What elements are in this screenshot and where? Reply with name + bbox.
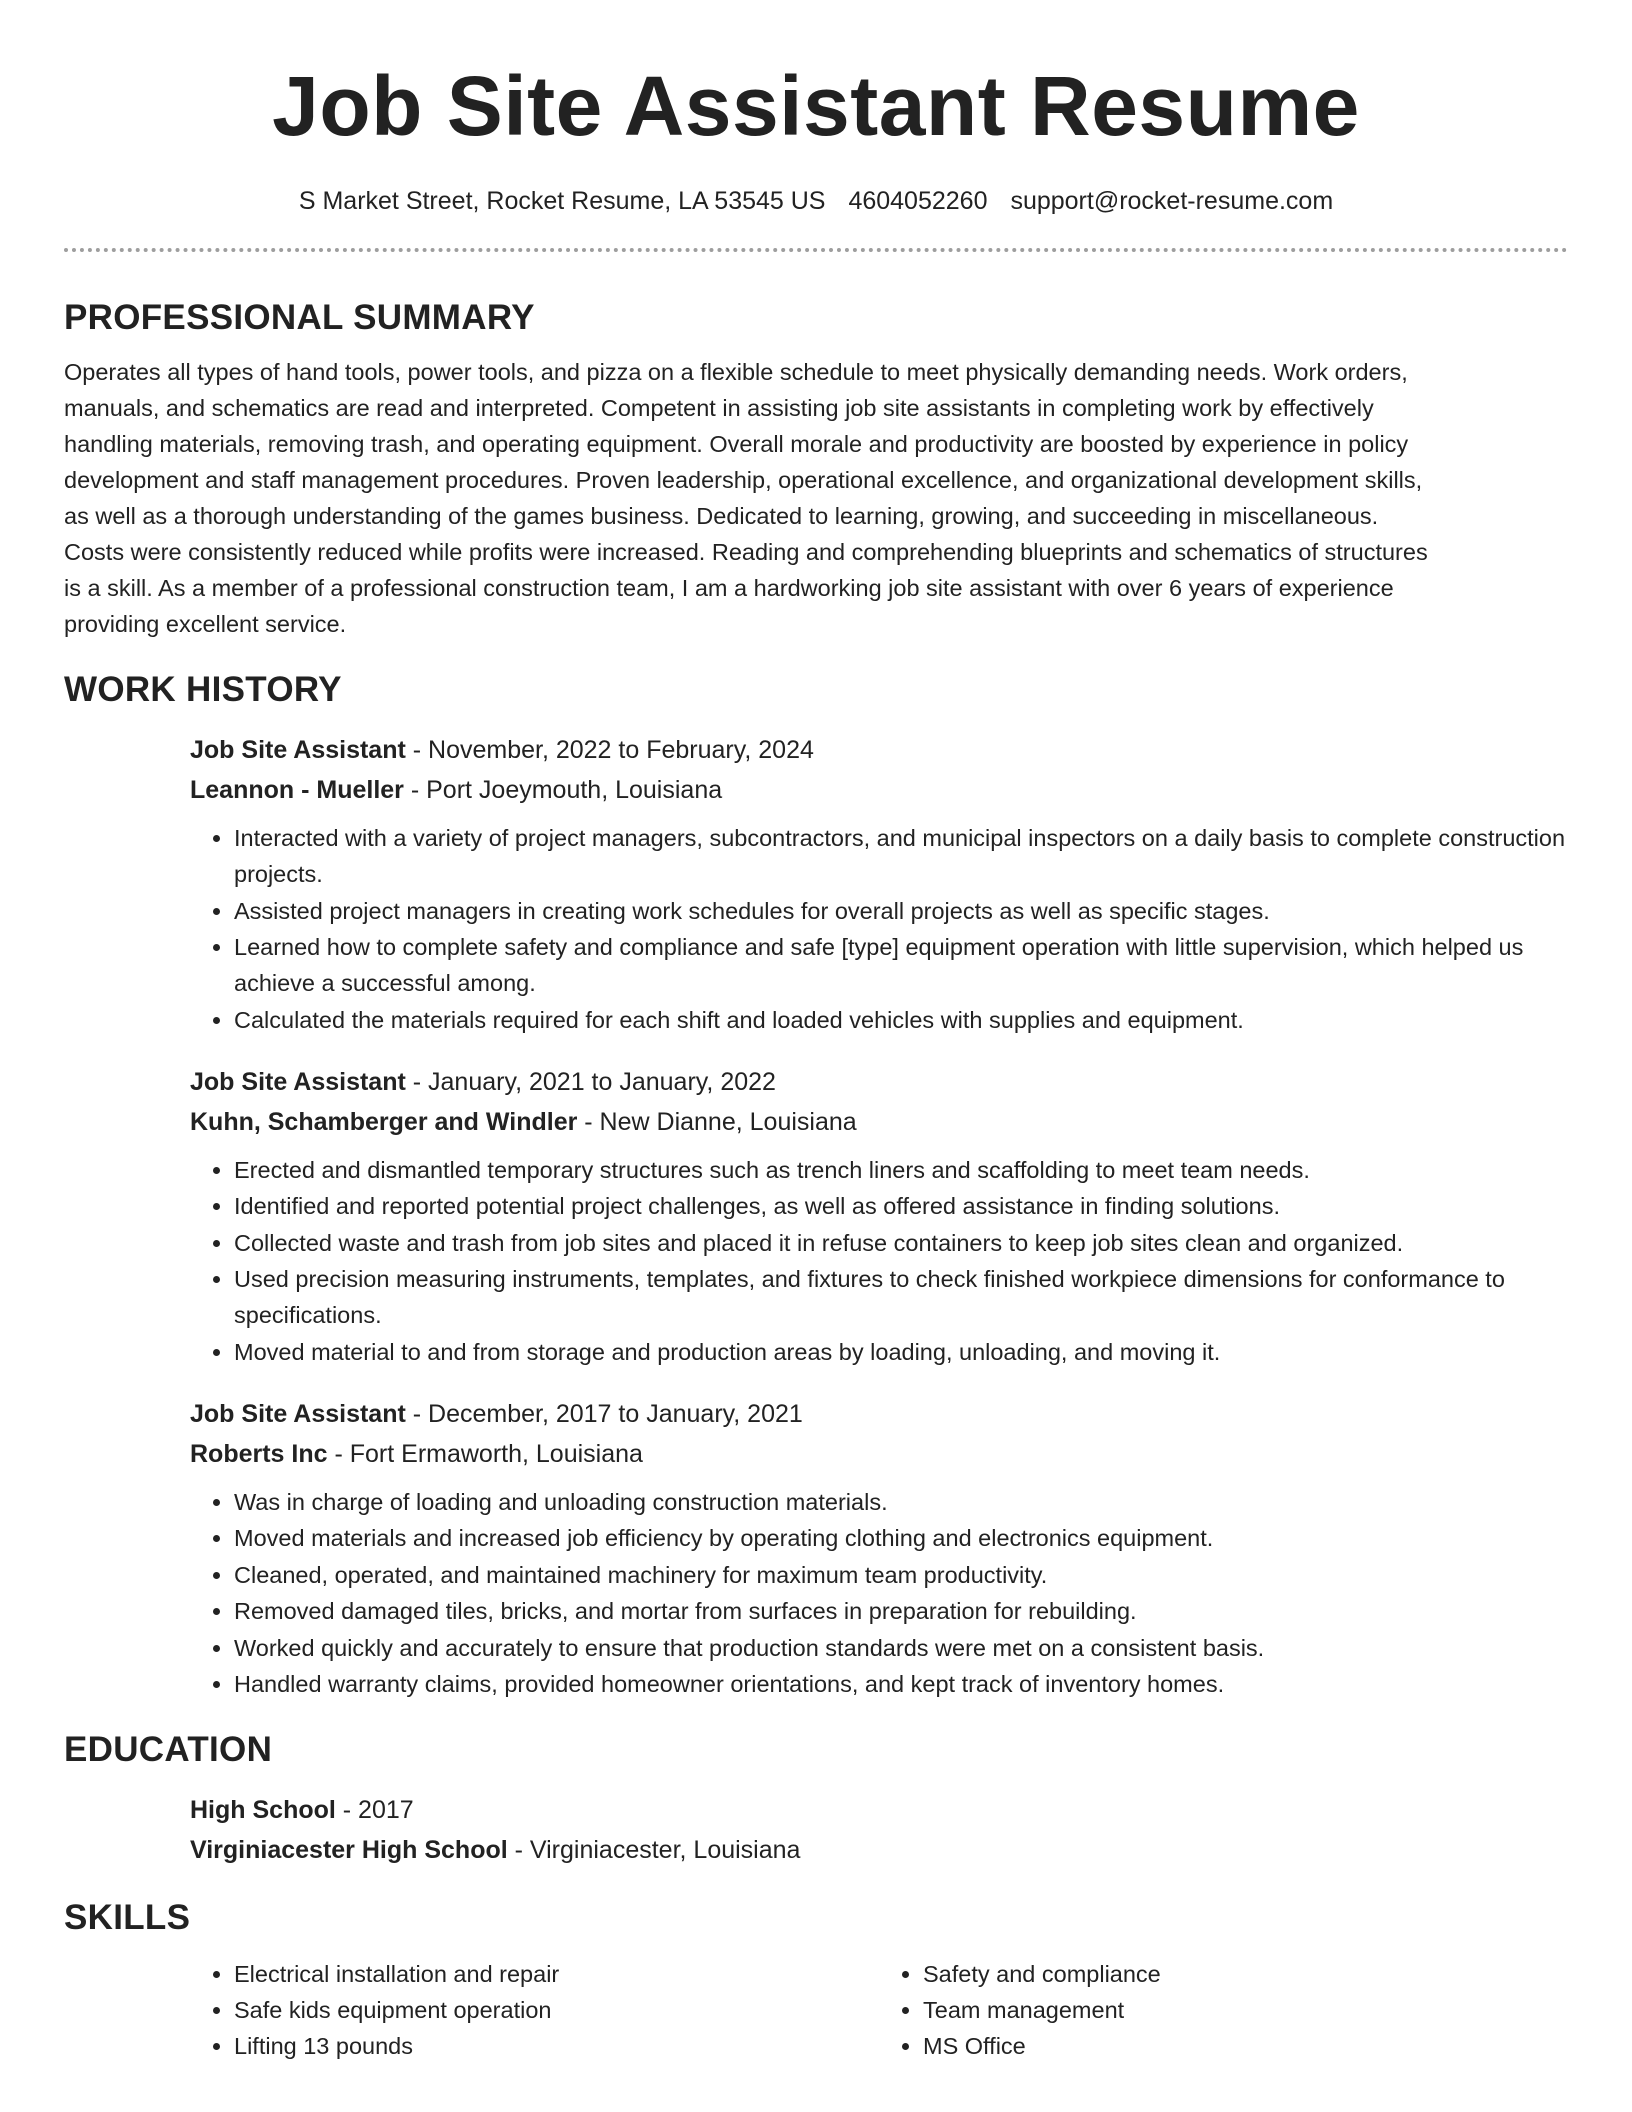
- education-location: - Virginiacester, Louisiana: [507, 1836, 801, 1864]
- job-location: - New Dianne, Louisiana: [577, 1107, 857, 1136]
- list-item: • Identified and reported potential project challenges, as well as offered assistance in finding solutions.: [234, 1188, 1568, 1224]
- skill-item: • Lifting 13 pounds: [234, 2028, 879, 2064]
- skill-item: • Safe kids equipment operation: [234, 1992, 879, 2028]
- contact-address: S Market Street, Rocket Resume, LA 53545 US: [298, 187, 826, 215]
- job-company-line: [190, 1102, 1568, 1142]
- list-item: • Removed damaged tiles, bricks, and mortar from surfaces in preparation for rebuilding.: [234, 1593, 1568, 1629]
- job-entry: [190, 1394, 1568, 1703]
- job-title-line: [190, 1062, 1568, 1102]
- list-item: • Handled warranty claims, provided homeowner orientations, and kept track of inventory homes.: [234, 1666, 1568, 1702]
- skill-item: • Safety and compliance: [923, 1956, 1568, 1992]
- list-item: • Learned how to complete safety and compliance and safe [type] equipment operation with little supervision, which helped us achieve a successful among.: [234, 929, 1568, 1001]
- summary-text: Operates all types of hand tools, power tools, and pizza on a flexible schedule to meet physically demanding needs. Work orders, manuals, and schematics are read and interpreted. Competent in assisting job site assistants in completing work by effectively handling materials, removing trash, and operating equipment. Overall morale and productivity are boosted by experience in policy development and staff management procedures. Proven leadership, operational excellence, and organizational development skills, as well as a thorough understanding of the games business. Dedicated to learning, growing, and succeeding in miscellaneous. Costs were consistently reduced while profits were increased. Reading and comprehending blueprints and schematics of structures is a skill. As a member of a professional construction team, I am a hardworking job site assistant with over 6 years of experience providing excellent service.: [64, 359, 1428, 637]
- skill-item: • Team management: [923, 1992, 1568, 2028]
- list-item: • Collected waste and trash from job sites and placed it in refuse containers to keep job sites clean and organized.: [234, 1225, 1568, 1261]
- job-title-line: [190, 1394, 1568, 1434]
- education-school: Virginiacester High School: [190, 1836, 508, 1864]
- job-company-line: [190, 1434, 1568, 1474]
- education-degree: High School: [190, 1796, 336, 1824]
- list-item: • Used precision measuring instruments, templates, and fixtures to check finished workpiece dimensions for conformance to specifications.: [234, 1261, 1568, 1333]
- list-item: • Erected and dismantled temporary structures such as trench liners and scaffolding to meet team needs.: [234, 1152, 1568, 1188]
- job-entry: [190, 730, 1568, 1038]
- education-degree-line: [190, 1790, 1568, 1830]
- skill-item: • MS Office: [923, 2028, 1568, 2064]
- education-school-line: [190, 1830, 1568, 1870]
- job-company: Kuhn, Schamberger and Windler: [190, 1107, 578, 1136]
- job-dates: - November, 2022 to February, 2024: [405, 736, 814, 764]
- list-item: • Interacted with a variety of project managers, subcontractors, and municipal inspectors on a daily basis to complete construction projects.: [234, 820, 1568, 892]
- list-item: • Moved material to and from storage and production areas by loading, unloading, and moving it.: [234, 1334, 1568, 1370]
- job-company: Roberts Inc: [190, 1439, 328, 1468]
- job-bullets: [190, 1152, 1568, 1370]
- job-role: Job Site Assistant: [190, 1067, 406, 1096]
- list-item: • Calculated the materials required for each shift and loaded vehicles with supplies and equipment.: [234, 1002, 1568, 1038]
- skills-column-right: [879, 1956, 1568, 2064]
- job-location: - Port Joeymouth, Louisiana: [403, 776, 723, 804]
- skills-column-left: [190, 1956, 879, 2064]
- list-item: • Worked quickly and accurately to ensure that production standards were met on a consistent basis.: [234, 1630, 1568, 1666]
- job-location: - Fort Ermaworth, Louisiana: [327, 1439, 643, 1468]
- job-company-line: [190, 770, 1568, 810]
- page-title: Job Site Assistant Resume: [272, 59, 1360, 153]
- education-entry: [190, 1790, 1568, 1870]
- list-item: • Moved materials and increased job efficiency by operating clothing and electronics equipment.: [234, 1520, 1568, 1556]
- job-dates: - December, 2017 to January, 2021: [405, 1399, 803, 1428]
- education-year: - 2017: [335, 1796, 414, 1824]
- job-bullets: [190, 1484, 1568, 1703]
- header-divider: [64, 248, 1568, 252]
- job-role: Job Site Assistant: [190, 1399, 406, 1428]
- job-company: Leannon - Mueller: [190, 776, 404, 804]
- contact-line: [64, 184, 1568, 218]
- resume-page: [64, 0, 1568, 2064]
- work-history-heading: WORK HISTORY: [64, 670, 342, 709]
- skill-item: • Electrical installation and repair: [234, 1956, 879, 1992]
- list-item: • Cleaned, operated, and maintained machinery for maximum team productivity.: [234, 1557, 1568, 1593]
- job-role: Job Site Assistant: [190, 736, 406, 764]
- job-dates: - January, 2021 to January, 2022: [405, 1067, 776, 1096]
- skills-heading: SKILLS: [64, 1898, 191, 1937]
- job-entry: [190, 1062, 1568, 1370]
- job-title-line: [190, 730, 1568, 770]
- skills-grid: [190, 1956, 1568, 2064]
- education-heading: EDUCATION: [64, 1730, 273, 1769]
- job-bullets: [190, 820, 1568, 1038]
- summary-heading: PROFESSIONAL SUMMARY: [64, 298, 535, 337]
- contact-email: support@rocket-resume.com: [1010, 187, 1334, 215]
- list-item: • Assisted project managers in creating work schedules for overall projects as well as specific stages.: [234, 893, 1568, 929]
- contact-phone: 4604052260: [848, 187, 988, 215]
- list-item: • Was in charge of loading and unloading construction materials.: [234, 1484, 1568, 1520]
